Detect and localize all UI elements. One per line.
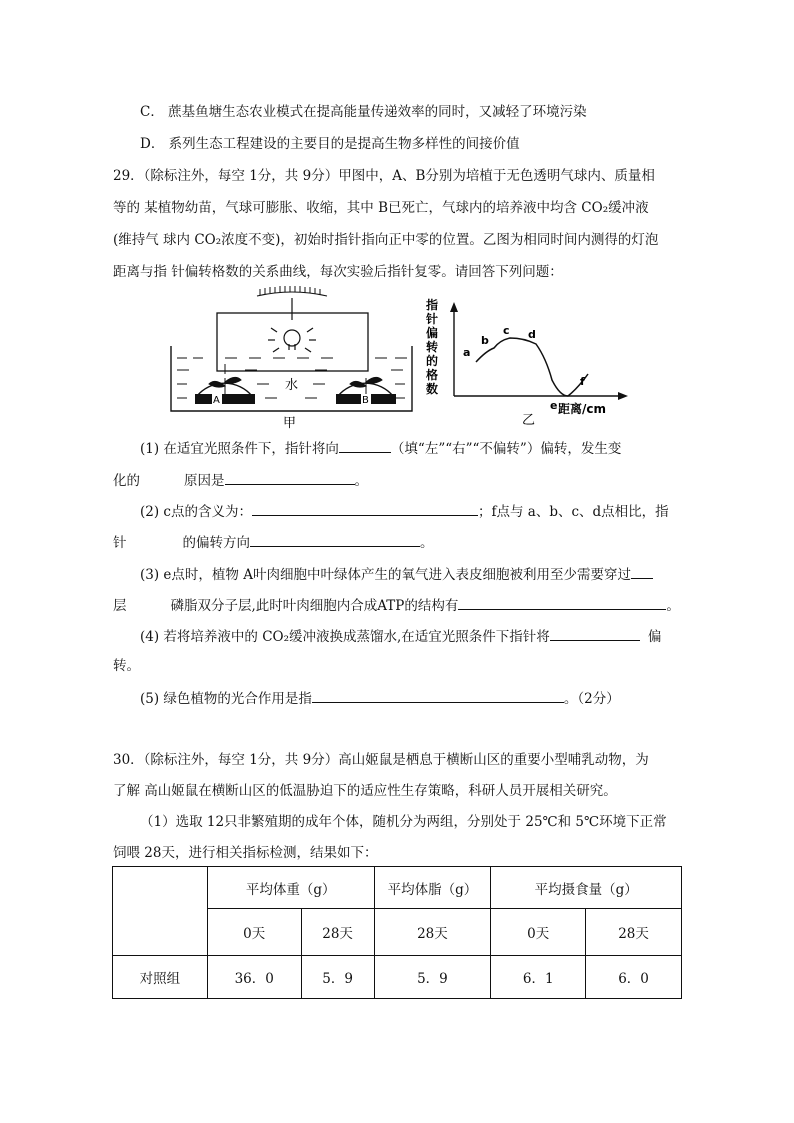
header-fat: 平均体脂（g）	[374, 867, 491, 909]
q30-part1-line2: 饲喂 28天，进行相关指标检测，结果如下：	[113, 845, 378, 861]
q29-part3-line2: 层 磷脂双分子层,此时叶肉细胞内合成ATP的结构有 。	[113, 594, 680, 616]
label-b: B	[362, 395, 369, 406]
q29-part2-line2: 针 的偏转方向 。	[113, 531, 434, 553]
header-intake: 平均摄食量（g）	[491, 867, 682, 909]
point-a: a	[463, 346, 471, 359]
q29-stem-line4: 距离与指 针偏转格数的关系曲线，每次实验后指针复零。请回答下列问题：	[113, 264, 563, 280]
answer-blank-6[interactable]	[458, 594, 666, 610]
ruler-icon	[257, 286, 327, 296]
figure-yi	[424, 296, 639, 426]
option-d: D． 系列生态工程建设的主要目的是提高生物多样性的间接价值	[140, 136, 520, 152]
answer-blank-1[interactable]	[339, 437, 391, 453]
q29-stem-line1: 29．（除标注外，每空 1分，共 9分）甲图中，A、B分别为培植于无色透明气球内、质量相	[113, 168, 655, 184]
label-a: A	[213, 395, 220, 406]
results-table	[112, 866, 682, 999]
ylabel-char-2: 针	[426, 312, 439, 326]
q29-stem-line3: (维持气 球内 CO₂浓度不变)，初始时指针指向正中零的位置。乙图为相同时间内测得的灯泡	[113, 232, 659, 248]
subheader-cell: 0天	[491, 909, 586, 956]
ylabel-char-1: 指	[426, 298, 439, 312]
q29-part3-line1: (3) e点时，植物 A叶肉细胞中叶绿体产生的氧气进入表皮细胞被利用至少需要穿过	[140, 563, 653, 585]
row-label: 对照组	[113, 956, 208, 999]
ylabel-char-6: 格	[426, 368, 439, 382]
point-f: f	[580, 375, 585, 388]
water-label: 水	[285, 378, 299, 393]
q29-part1-line2: 化的 原因是 。	[113, 469, 368, 491]
option-c: C． 蔗基鱼塘生态农业模式在提高能量传递效率的同时，又减轻了环境污染	[140, 104, 587, 120]
axes	[450, 302, 628, 400]
ylabel-char-7: 数	[426, 382, 439, 396]
ylabel-char-5: 的	[426, 354, 439, 368]
q30-stem-line2: 了解 高山姬鼠在横断山区的低温胁迫下的适应性生存策略，科研人员开展相关研究。	[113, 783, 617, 799]
point-e: e	[550, 399, 558, 412]
table-cell: 36．0	[207, 956, 301, 999]
q29-part2-line1: (2) c点的含义为： ；f点与 a、b、c、d点相比，指	[140, 500, 669, 522]
point-d: d	[528, 328, 536, 341]
curve	[476, 338, 588, 396]
table-cell: 6．1	[491, 956, 586, 999]
caption-yi: 乙	[522, 413, 536, 426]
q29-stem-line2: 等的 某植物幼苗，气球可膨胀、收缩，其中 B已死亡，气球内的培养液中均含 CO₂缓冲液	[113, 200, 649, 216]
table-cell: 6．0	[586, 956, 682, 999]
answer-blank-3[interactable]	[252, 500, 478, 516]
table-row	[113, 956, 682, 999]
q29-part4-line2: 转。	[113, 658, 140, 674]
answer-blank-8[interactable]	[312, 687, 564, 703]
q30-stem-line1: 30．（除标注外，每空 1分，共 9分）高山姬鼠是栖息于横断山区的重要小型哺乳动物，为	[113, 752, 649, 768]
answer-blank-4[interactable]	[250, 531, 420, 547]
header-weight: 平均体重（g）	[207, 867, 374, 909]
table-cell: 5．9	[374, 956, 491, 999]
subheader-cell: 28天	[374, 909, 491, 956]
ylabel-char-3: 偏	[426, 326, 439, 340]
table-cell: 5．9	[301, 956, 374, 999]
xlabel: 距离/cm	[558, 402, 607, 416]
caption-jia: 甲	[283, 416, 297, 431]
point-c: c	[503, 324, 510, 337]
subheader-cell: 28天	[586, 909, 682, 956]
q30-part1-line1: （1）选取 12只非繁殖期的成年个体，随机分为两组，分别处于 25℃和 5℃环境下正常	[140, 814, 667, 830]
light-bulb-icon	[268, 328, 316, 352]
figure-jia	[165, 286, 420, 431]
point-b: b	[481, 334, 489, 347]
answer-blank-5[interactable]	[631, 563, 653, 579]
subheader-cell: 28天	[301, 909, 374, 956]
ylabel-char-4: 转	[426, 340, 439, 354]
table-corner	[113, 867, 208, 956]
subheader-cell: 0天	[207, 909, 301, 956]
q29-part4-line1: (4) 若将培养液中的 CO₂缓冲液换成蒸馏水,在适宜光照条件下指针将 偏	[140, 625, 661, 647]
q29-part5-line1: (5) 绿色植物的光合作用是指 。（2分）	[140, 687, 620, 709]
answer-blank-2[interactable]	[225, 469, 355, 485]
q29-part1-line1: (1) 在适宜光照条件下，指针将向 （填“左”“右”“不偏转”）偏转，发生变	[140, 437, 621, 459]
answer-blank-7[interactable]	[550, 625, 640, 641]
